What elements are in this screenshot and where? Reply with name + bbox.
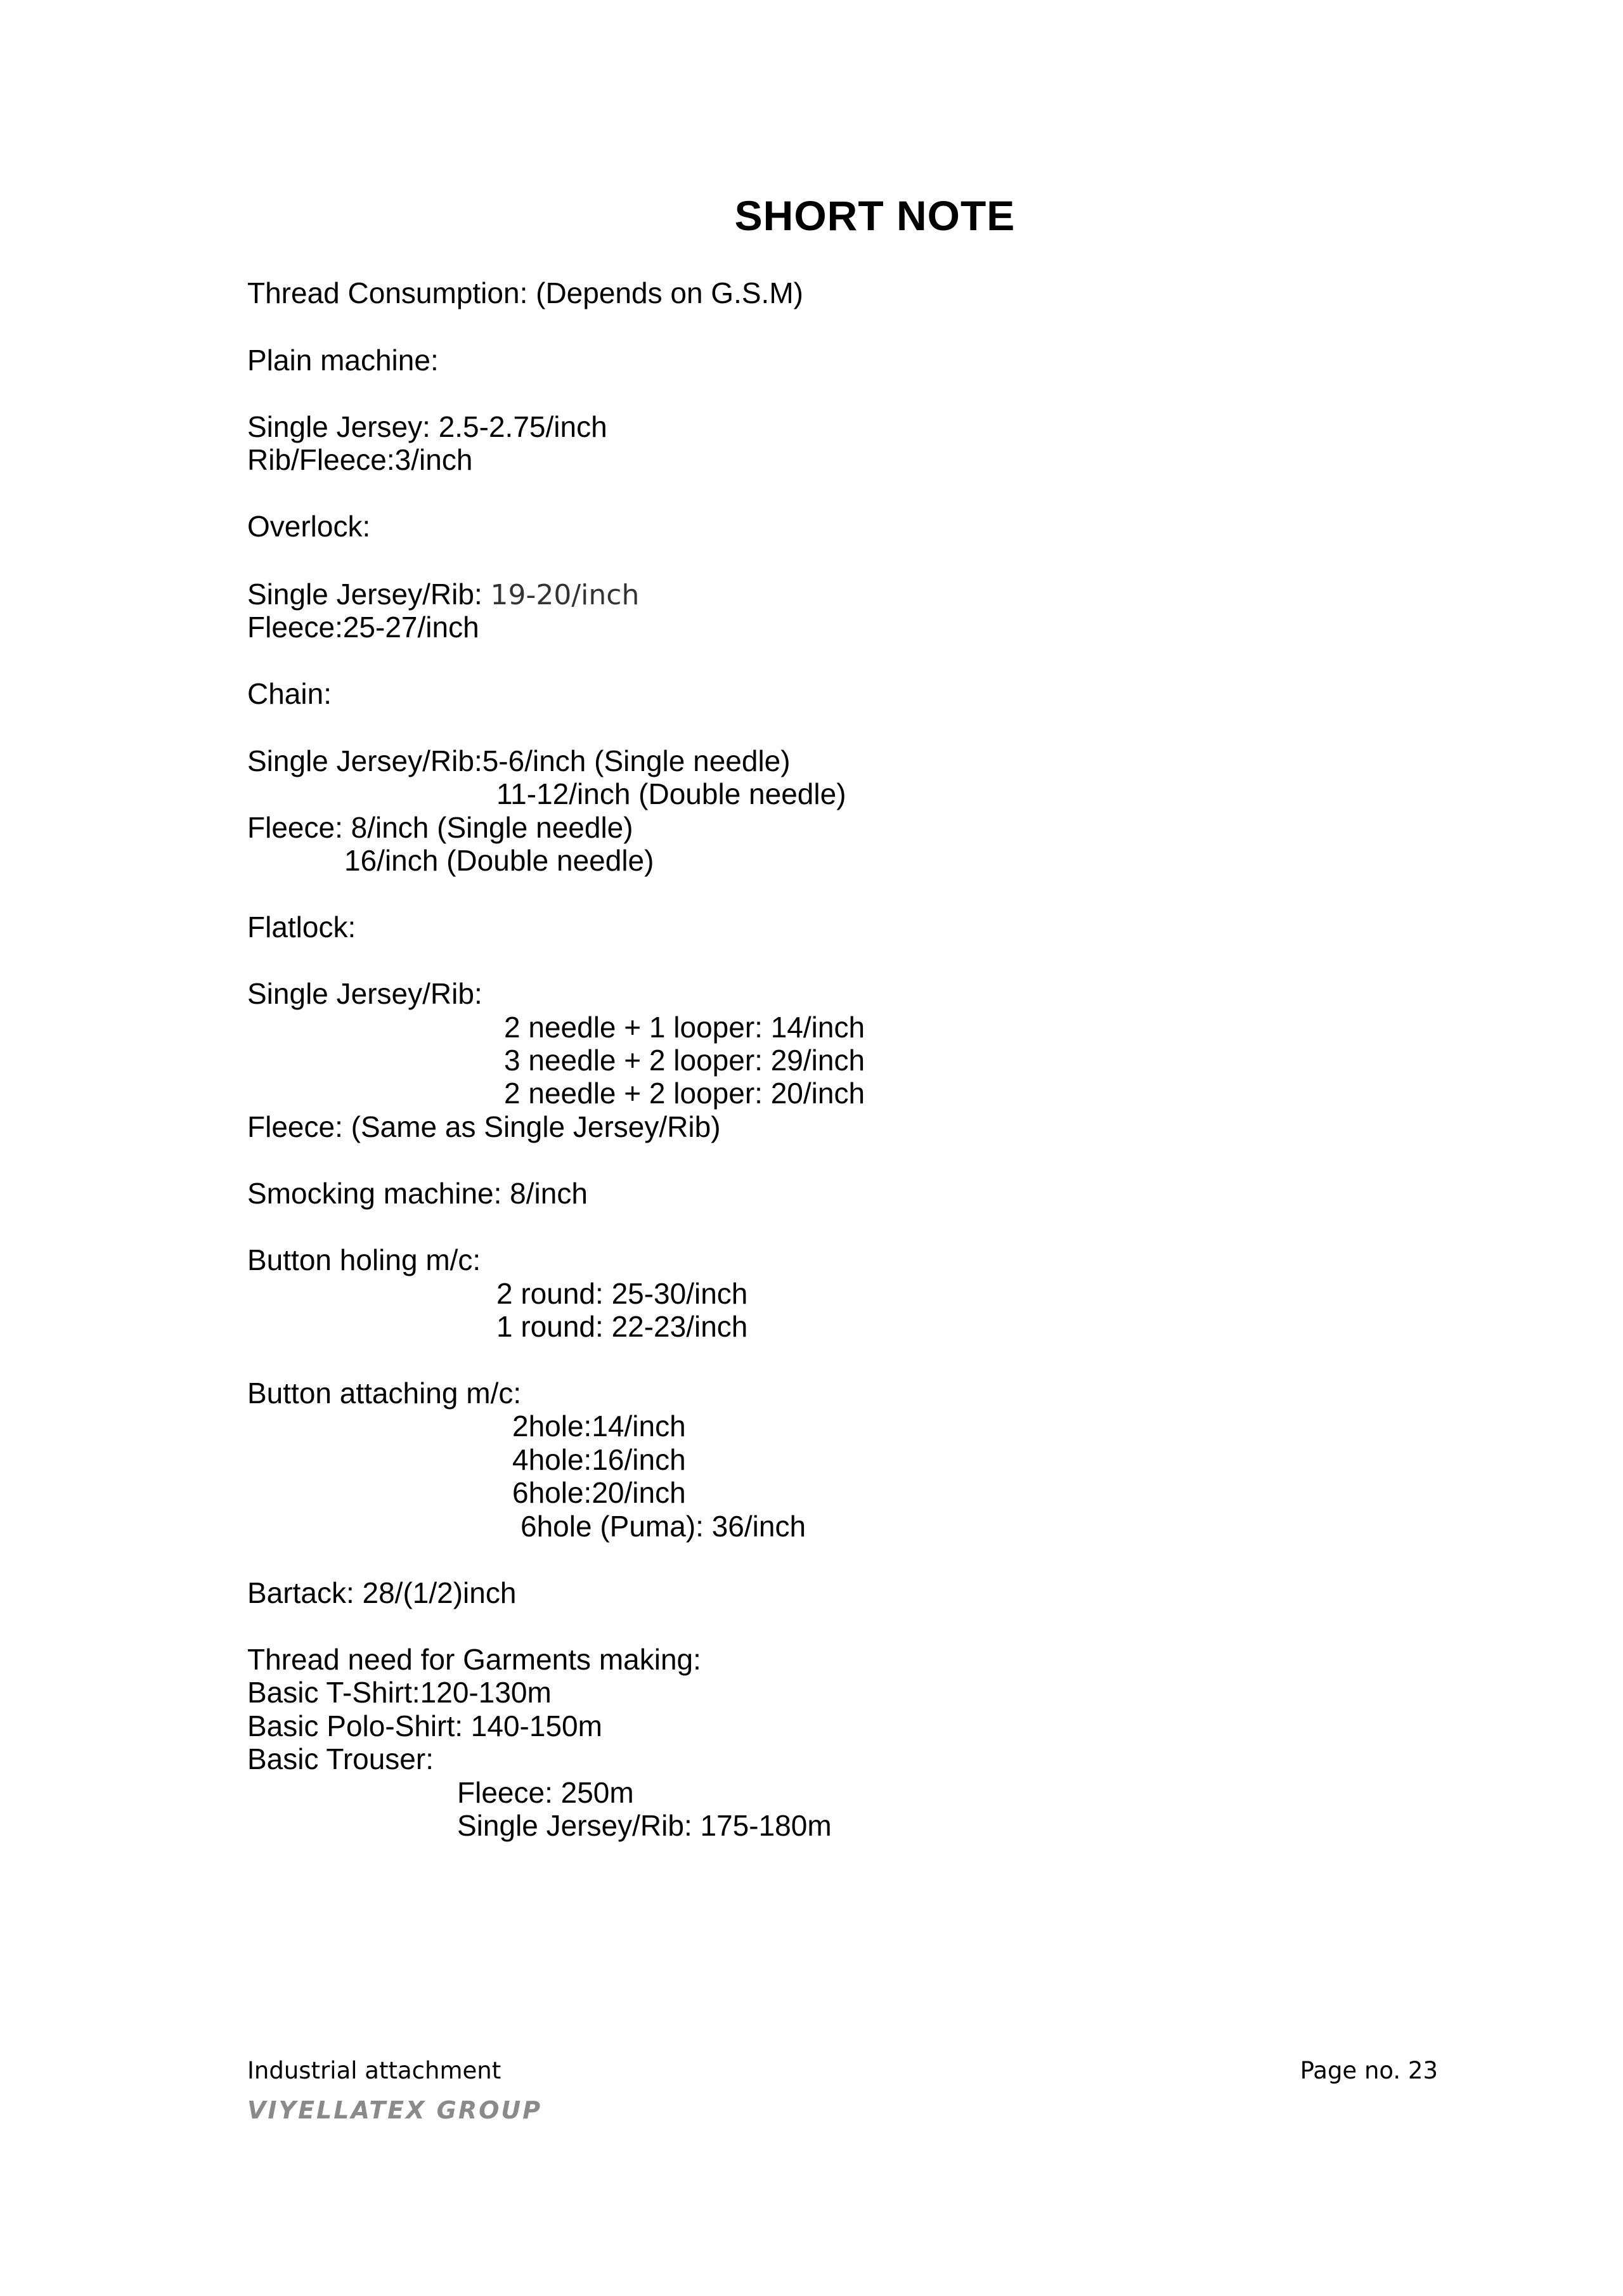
company-logo: VIYELLATEX GROUP [247,2096,543,2124]
text-line: Basic Trouser: [247,1742,434,1775]
text-line: 2hole:14/inch [512,1410,686,1443]
text-line: 2 needle + 1 looper: 14/inch [504,1011,865,1044]
text-line: Fleece: (Same as Single Jersey/Rib) [247,1110,721,1143]
text-line: Bartack: 28/(1/2)inch [247,1576,517,1609]
text-line: 6hole (Puma): 36/inch [521,1510,806,1543]
page-title: SHORT NOTE [734,192,1016,239]
text-line: Fleece: 250m [457,1776,634,1809]
text-line: Fleece: 8/inch (Single needle) [247,811,633,844]
text-line: Single Jersey/Rib: [247,977,482,1010]
section-heading: Chain: [247,677,332,710]
text-line: Rib/Fleece:3/inch [247,443,473,476]
text-line: 2 round: 25-30/inch [496,1277,748,1310]
section-heading: Button holing m/c: [247,1243,481,1276]
text-line: Single Jersey: 2.5-2.75/inch [247,410,607,443]
text-line: Basic Polo-Shirt: 140-150m [247,1709,602,1742]
text-line: Thread Consumption: (Depends on G.S.M) [247,276,803,309]
section-heading: Flatlock: [247,911,356,944]
text-line: Smocking machine: 8/inch [247,1177,588,1210]
text-line: 4hole:16/inch [512,1443,686,1476]
text-line: Fleece:25-27/inch [247,611,479,644]
text-line [247,577,639,613]
text-line: 6hole:20/inch [512,1476,686,1509]
text-line: Basic T-Shirt:120-130m [247,1676,552,1709]
text-line: 16/inch (Double needle) [344,844,654,877]
text-line: 3 needle + 2 looper: 29/inch [504,1044,865,1077]
page-number: Page no. 23 [1300,2057,1438,2084]
footer-left-text: Industrial attachment [247,2057,501,2084]
text-segment-alt-font: 19-20/inch [490,579,640,611]
section-heading: Plain machine: [247,344,439,377]
text-line: 2 needle + 2 looper: 20/inch [504,1077,865,1110]
section-heading: Button attaching m/c: [247,1377,522,1410]
section-heading: Thread need for Garments making: [247,1643,701,1676]
text-line: Single Jersey/Rib:5-6/inch (Single needle) [247,744,791,777]
text-segment: Single Jersey/Rib: [247,578,491,611]
text-line: Single Jersey/Rib: 175-180m [457,1809,832,1842]
text-line: 11-12/inch (Double needle) [496,777,846,810]
text-line: 1 round: 22-23/inch [496,1310,748,1343]
section-heading: Overlock: [247,510,371,543]
